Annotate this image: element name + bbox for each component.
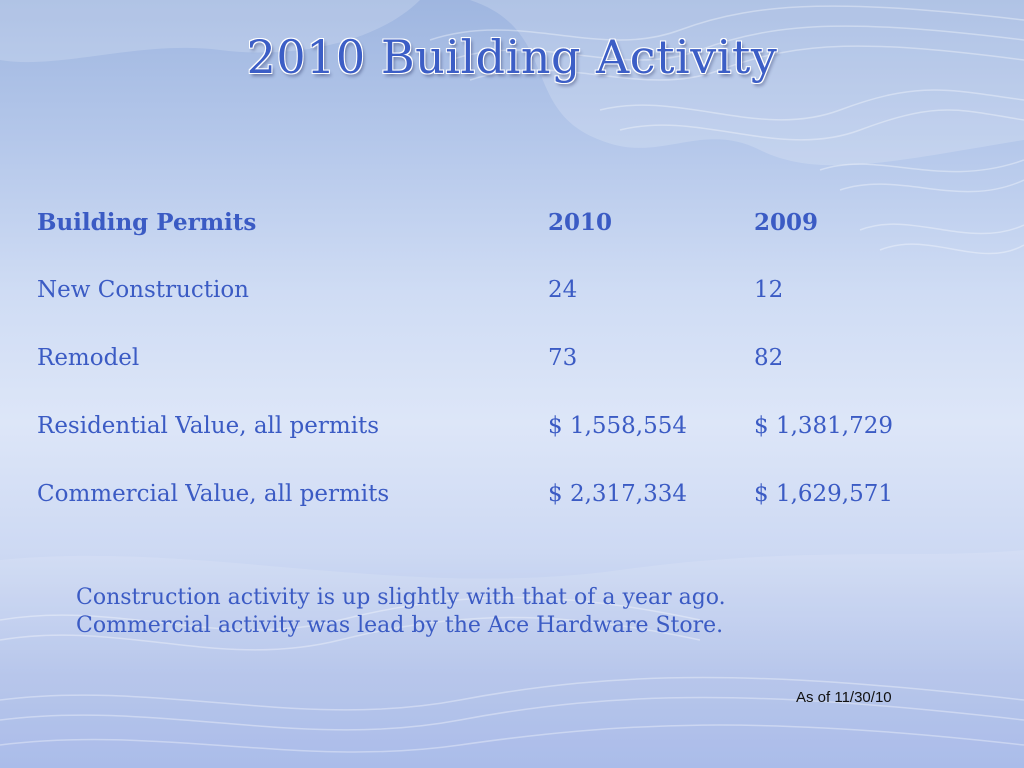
cell-remodel-2009: 82 [754,345,784,371]
summary-text [76,584,726,640]
cell-remodel-2010: 73 [548,345,578,371]
cell-commercial-value-2010: $ 2,317,334 [548,481,687,507]
cell-residential-value-2010: $ 1,558,554 [548,413,687,439]
slide-title: 2010 Building Activity [246,30,778,84]
row-label-new-construction: New Construction [37,277,249,303]
summary-line-2: Commercial activity was lead by the Ace Hardware Store. [76,613,724,638]
row-label-remodel: Remodel [37,345,140,371]
row-label-residential-value: Residential Value, all permits [37,413,380,439]
cell-new-construction-2009: 12 [754,277,784,303]
cell-residential-value-2009: $ 1,381,729 [754,413,893,439]
summary-line-1: Construction activity is up slightly with that of a year ago. [76,585,726,610]
cell-new-construction-2010: 24 [548,277,578,303]
as-of-date: As of 11/30/10 [796,689,892,706]
header-building-permits: Building Permits [37,209,257,236]
row-label-commercial-value: Commercial Value, all permits [37,481,390,507]
header-2010: 2010 [548,209,613,236]
header-2009: 2009 [754,209,819,236]
cell-commercial-value-2009: $ 1,629,571 [754,481,893,507]
